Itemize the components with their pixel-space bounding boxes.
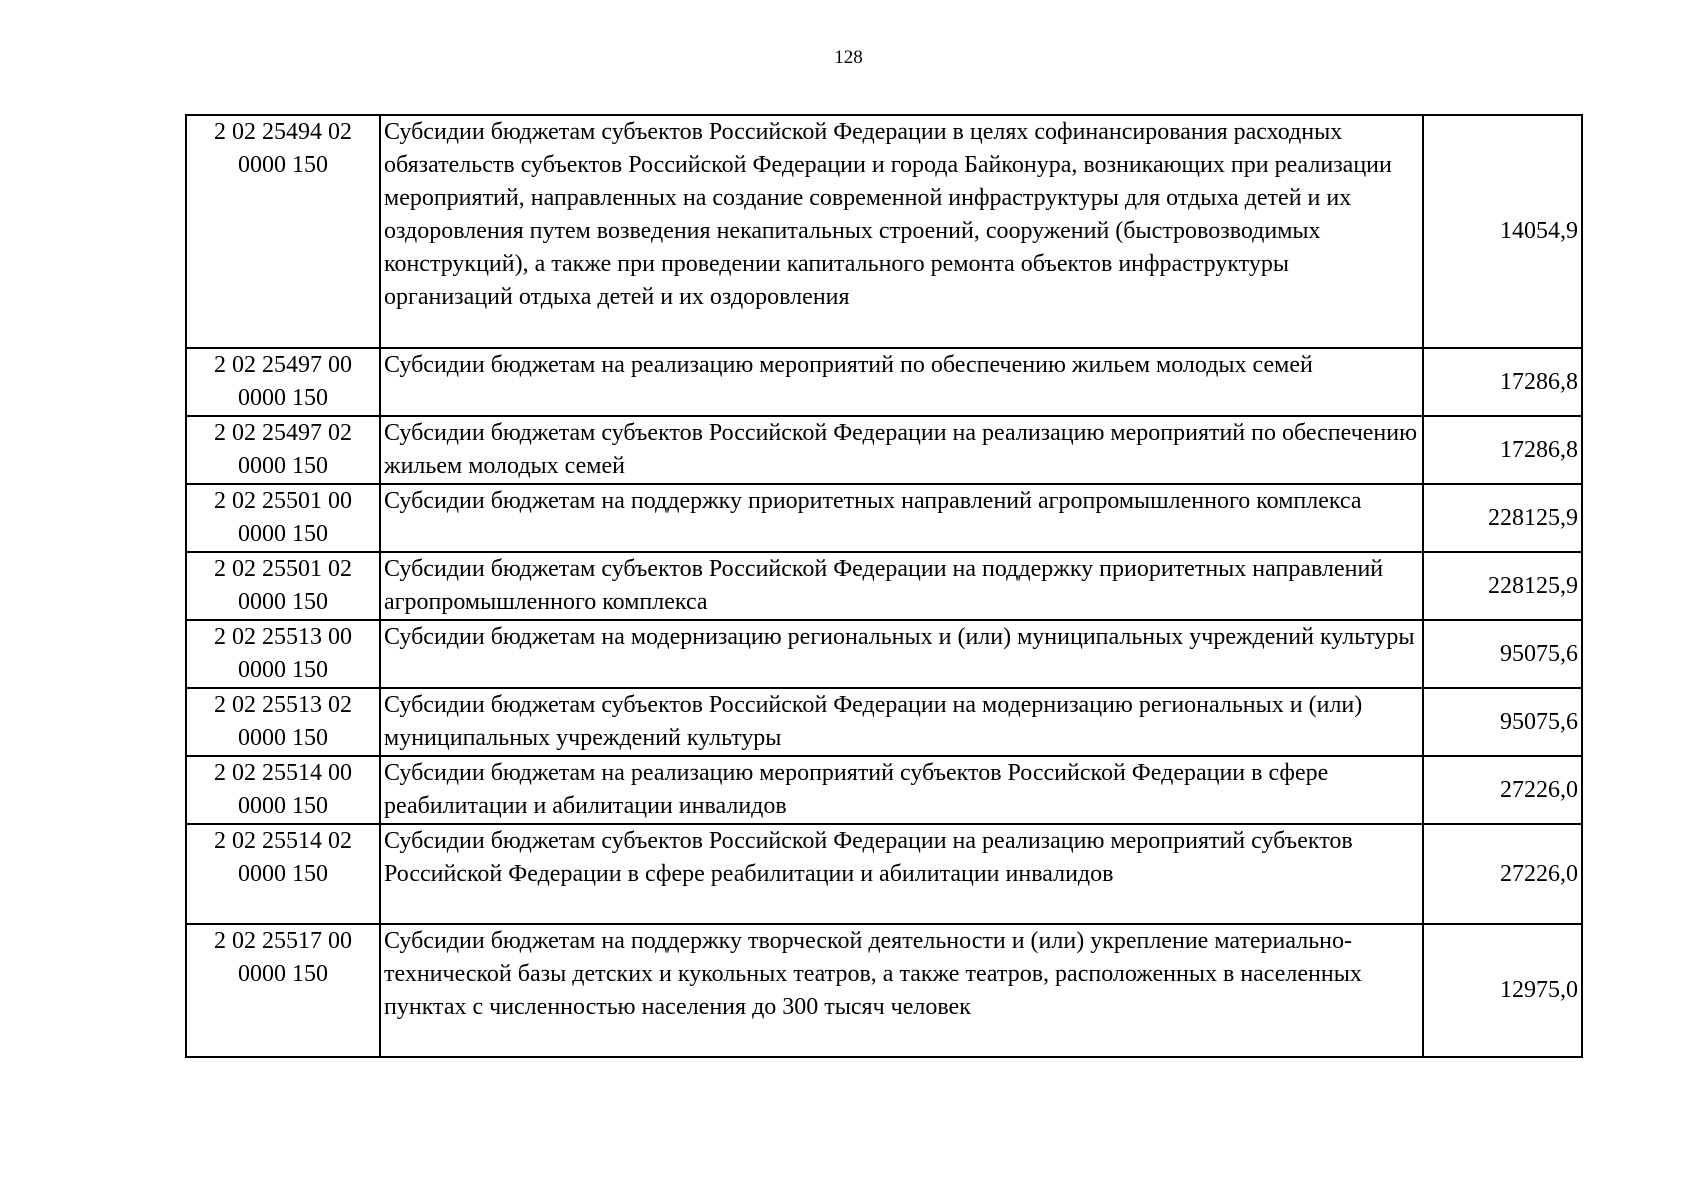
budget-table bbox=[185, 114, 1583, 1058]
budget-code-part1: 2 02 25514 02 bbox=[214, 828, 352, 854]
budget-code-part1: 2 02 25513 00 bbox=[214, 624, 352, 650]
budget-code-cell bbox=[186, 824, 380, 924]
budget-code-part2: 0000 150 bbox=[238, 521, 328, 547]
budget-code-part2: 0000 150 bbox=[238, 961, 328, 987]
budget-code-part1: 2 02 25513 02 bbox=[214, 692, 352, 718]
description-cell: Субсидии бюджетам на реализацию мероприятий субъектов Российской Федерации в сфере реабилитации и абилитации инвалидов bbox=[380, 756, 1423, 824]
table-row bbox=[186, 688, 1582, 756]
description-cell: Субсидии бюджетам субъектов Российской Федерации в целях софинансирования расходных обязательств субъектов Российской Федерации и города Байконура, возникающих при реализации мероприятий, направленных на создание современной инфраструктуры для отдыха детей и их оздоровления путем возведения некапитальных строений, сооружений (быстровозводимых конструкций), а также при проведении капитального ремонта объектов инфраструктуры организаций отдыха детей и их оздоровления bbox=[380, 115, 1423, 348]
table-row bbox=[186, 416, 1582, 484]
amount-cell: 12975,0 bbox=[1423, 924, 1582, 1057]
table-row bbox=[186, 756, 1582, 824]
budget-code-cell bbox=[186, 688, 380, 756]
budget-code-cell bbox=[186, 484, 380, 552]
description-cell: Субсидии бюджетам на поддержку приоритетных направлений агропромышленного комплекса bbox=[380, 484, 1423, 552]
budget-code-part1: 2 02 25497 00 bbox=[214, 352, 352, 378]
description-cell: Субсидии бюджетам субъектов Российской Федерации на поддержку приоритетных направлений агропромышленного комплекса bbox=[380, 552, 1423, 620]
amount-cell: 27226,0 bbox=[1423, 824, 1582, 924]
budget-code-part1: 2 02 25501 02 bbox=[214, 556, 352, 582]
amount-cell: 95075,6 bbox=[1423, 620, 1582, 688]
budget-code-cell bbox=[186, 115, 380, 348]
table-row bbox=[186, 824, 1582, 924]
budget-code-cell bbox=[186, 924, 380, 1057]
table-row bbox=[186, 620, 1582, 688]
amount-cell: 14054,9 bbox=[1423, 115, 1582, 348]
amount-cell: 95075,6 bbox=[1423, 688, 1582, 756]
budget-code-part2: 0000 150 bbox=[238, 657, 328, 683]
page-number: 128 bbox=[834, 47, 863, 68]
table-row bbox=[186, 484, 1582, 552]
budget-code-part1: 2 02 25517 00 bbox=[214, 928, 352, 954]
amount-cell: 228125,9 bbox=[1423, 484, 1582, 552]
budget-code-cell bbox=[186, 756, 380, 824]
budget-code-cell bbox=[186, 416, 380, 484]
amount-cell: 27226,0 bbox=[1423, 756, 1582, 824]
budget-code-part2: 0000 150 bbox=[238, 453, 328, 479]
budget-code-part2: 0000 150 bbox=[238, 589, 328, 615]
description-cell: Субсидии бюджетам на модернизацию региональных и (или) муниципальных учреждений культуры bbox=[380, 620, 1423, 688]
budget-code-cell bbox=[186, 348, 380, 416]
budget-code-part2: 0000 150 bbox=[238, 152, 328, 178]
amount-cell: 17286,8 bbox=[1423, 348, 1582, 416]
description-cell: Субсидии бюджетам субъектов Российской Федерации на реализацию мероприятий субъектов Российской Федерации в сфере реабилитации и абилитации инвалидов bbox=[380, 824, 1423, 924]
budget-code-part1: 2 02 25514 00 bbox=[214, 760, 352, 786]
table-row bbox=[186, 348, 1582, 416]
budget-code-cell bbox=[186, 552, 380, 620]
budget-code-part2: 0000 150 bbox=[238, 861, 328, 887]
description-cell: Субсидии бюджетам субъектов Российской Федерации на модернизацию региональных и (или) муниципальных учреждений культуры bbox=[380, 688, 1423, 756]
table-row bbox=[186, 924, 1582, 1057]
amount-cell: 228125,9 bbox=[1423, 552, 1582, 620]
budget-code-part2: 0000 150 bbox=[238, 385, 328, 411]
table-row bbox=[186, 115, 1582, 348]
description-cell: Субсидии бюджетам субъектов Российской Федерации на реализацию мероприятий по обеспечению жильем молодых семей bbox=[380, 416, 1423, 484]
budget-code-part1: 2 02 25501 00 bbox=[214, 488, 352, 514]
budget-code-part1: 2 02 25497 02 bbox=[214, 420, 352, 446]
budget-code-cell bbox=[186, 620, 380, 688]
description-cell: Субсидии бюджетам на реализацию мероприятий по обеспечению жильем молодых семей bbox=[380, 348, 1423, 416]
amount-cell: 17286,8 bbox=[1423, 416, 1582, 484]
description-cell: Субсидии бюджетам на поддержку творческой деятельности и (или) укрепление материально-технической базы детских и кукольных театров, а также театров, расположенных в населенных пунктах с численностью населения до 300 тысяч человек bbox=[380, 924, 1423, 1057]
budget-code-part2: 0000 150 bbox=[238, 793, 328, 819]
budget-code-part2: 0000 150 bbox=[238, 725, 328, 751]
table-row bbox=[186, 552, 1582, 620]
budget-code-part1: 2 02 25494 02 bbox=[214, 119, 352, 145]
